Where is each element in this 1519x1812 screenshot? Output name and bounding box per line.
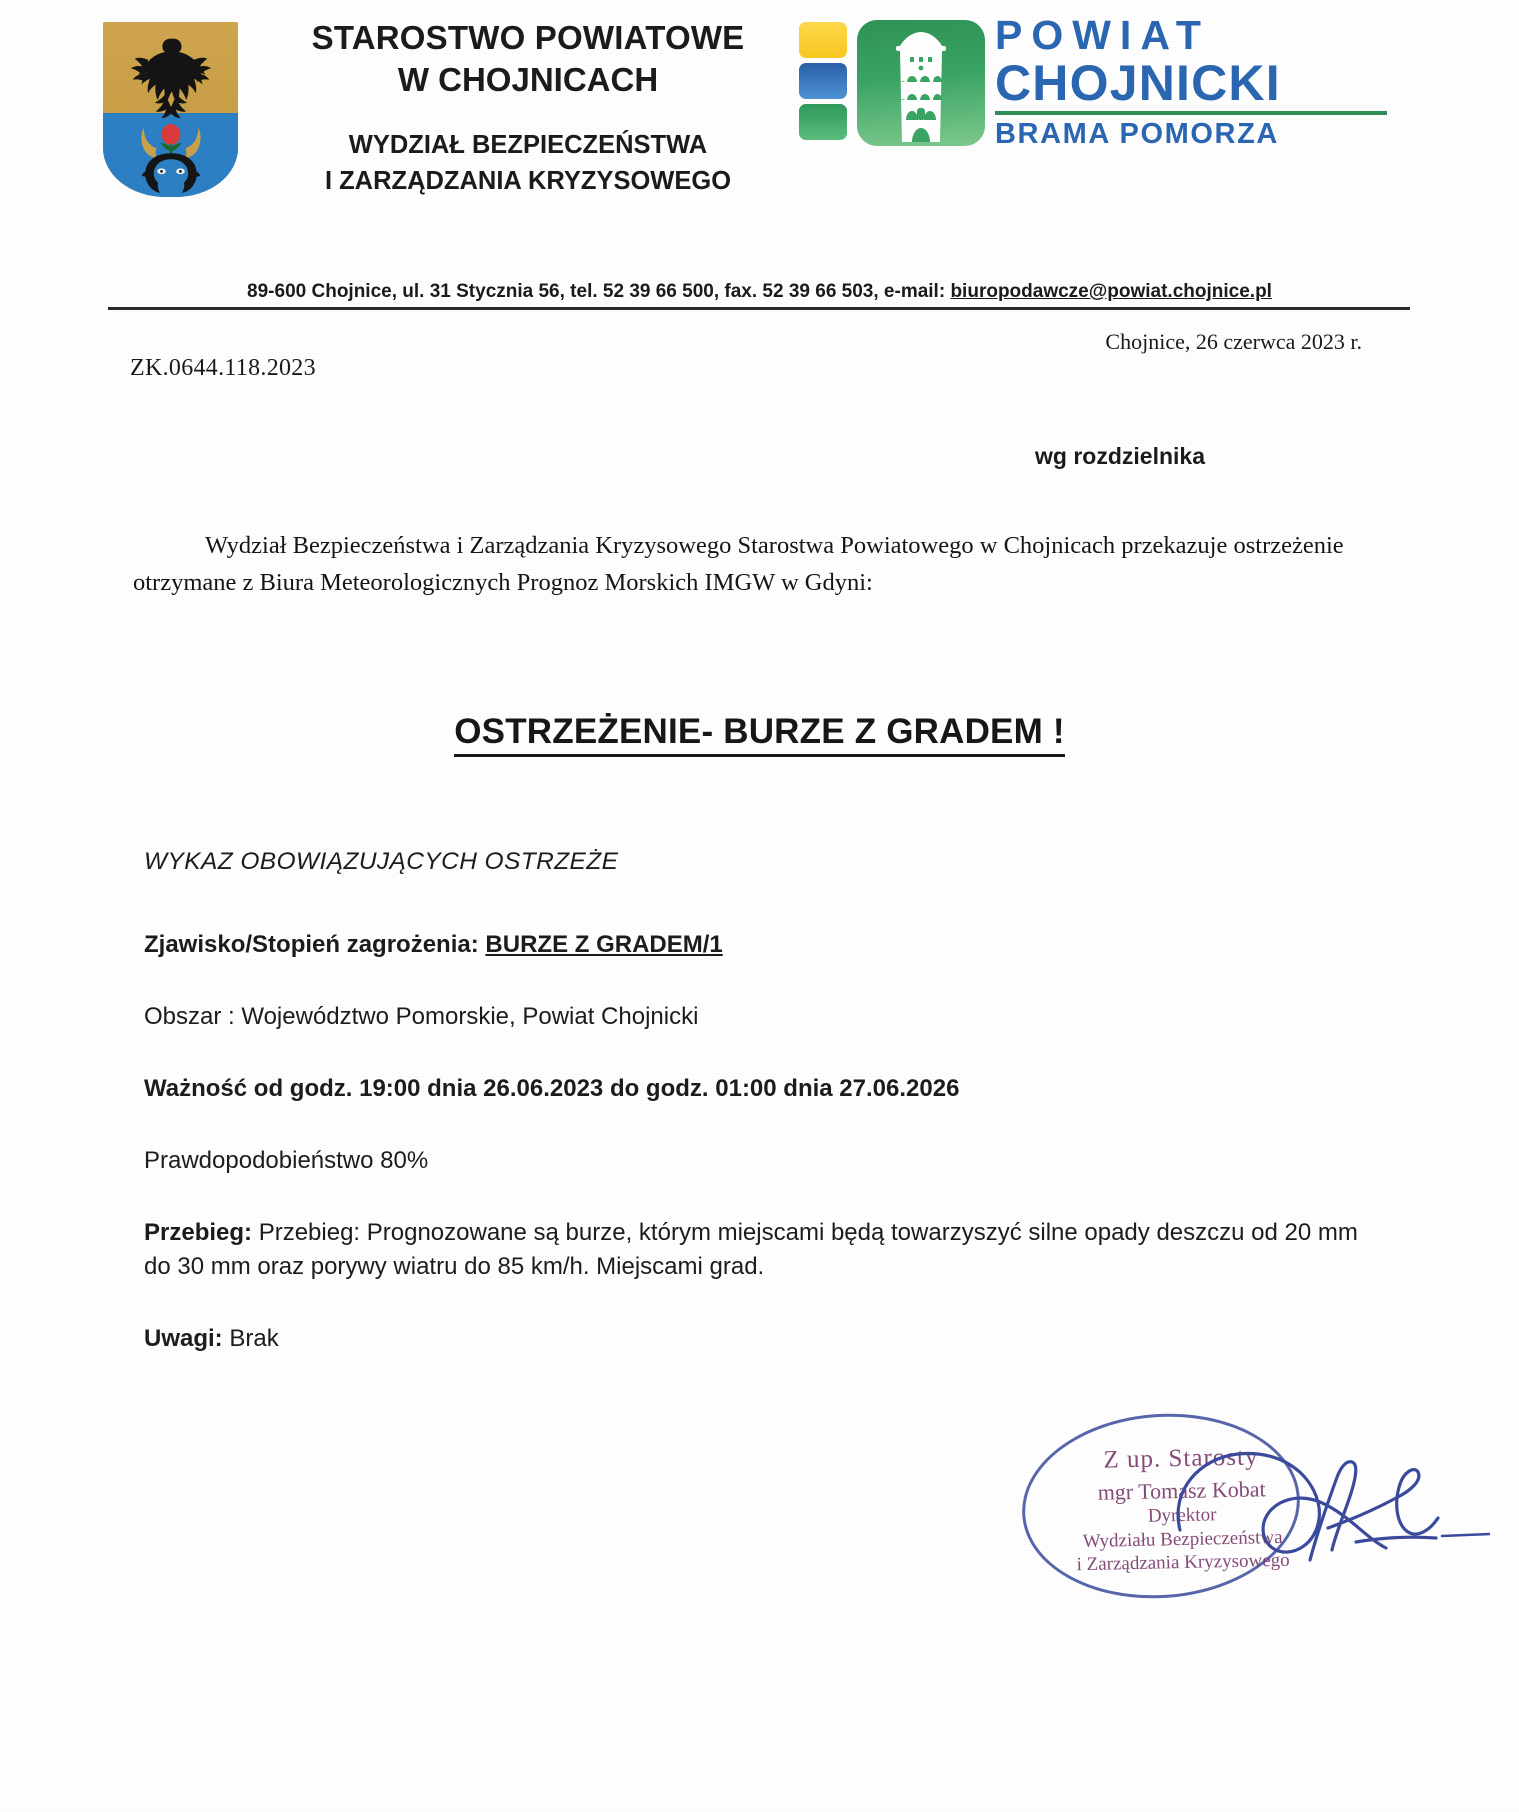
signature-block	[1010, 1400, 1480, 1660]
phenomenon-label: Zjawisko/Stopień zagrożenia:	[144, 930, 479, 958]
logo-color-swatches	[799, 22, 847, 142]
warning-list-heading: WYKAZ OBOWIĄZUJĄCYCH OSTRZEŻE	[144, 848, 619, 875]
warning-details	[144, 845, 1384, 1356]
area-row: Obszar : Województwo Pomorskie, Powiat Chojnicki	[144, 1002, 699, 1030]
notes-value: Brak	[229, 1325, 279, 1353]
header-divider	[108, 307, 1410, 310]
castle-tower-icon	[884, 30, 958, 142]
addressee: wg rozdzielnika	[1035, 443, 1205, 469]
bull-head-icon	[128, 117, 214, 193]
contact-address-text: 89-600 Chojnice, ul. 31 Stycznia 56, tel. 52 39 66 500, fax. 52 39 66 503, e-mail:	[247, 281, 951, 302]
logo-swatch-blue	[799, 63, 847, 99]
reference-number: ZK.0644.118.2023	[130, 355, 316, 381]
page-title	[0, 712, 1519, 752]
stamp-line-4: Wydziału Bezpieczeństwa	[1082, 1526, 1283, 1552]
course-label: Przebieg:	[144, 1219, 253, 1247]
course-text: Przebieg: Prognozowane są burze, którym miejscami będą towarzyszyć silne opady deszczu od 20 mm do 30 mm oraz porywy wiatru do 85 km/h. Miejscami grad.	[144, 1219, 1358, 1281]
validity-row: Ważność od godz. 19:00 dnia 26.06.2023 do godz. 01:00 dnia 27.06.2026	[144, 1074, 960, 1102]
office-title-line-1: STAROSTWO POWIATOWE	[311, 19, 745, 56]
logo-divider	[995, 111, 1387, 115]
logo-text-brama-pomorza: BRAMA POMORZA	[995, 118, 1279, 151]
stamp-line-3: Dyrektor	[1147, 1504, 1217, 1528]
official-stamp	[1031, 1441, 1334, 1577]
course-row	[144, 1216, 1384, 1284]
department-line-2: I ZARZĄDZANIA KRYZYSOWEGO	[324, 167, 732, 196]
logo-swatch-yellow	[799, 22, 847, 58]
logo-swatch-green	[799, 104, 847, 140]
contact-line	[0, 281, 1519, 303]
powiat-chojnicki-logo	[795, 12, 1420, 152]
notes-label: Uwagi:	[144, 1325, 223, 1353]
contact-email-link[interactable]: biuropodawcze@powiat.chojnice.pl	[950, 281, 1272, 302]
black-eagle-icon	[123, 31, 219, 119]
office-title-line-2: W CHOJNICACH	[397, 61, 659, 99]
place-and-date: Chojnice, 26 czerwca 2023 r.	[1105, 329, 1362, 354]
logo-tower-badge	[857, 20, 985, 146]
phenomenon-row	[144, 928, 1384, 962]
logo-wordmark	[995, 14, 1415, 151]
logo-text-chojnicki: CHOJNICKI	[995, 55, 1281, 112]
department-line-1: WYDZIAŁ BEZPIECZEŃSTWA	[348, 130, 708, 159]
document-header	[0, 0, 1519, 302]
page-title-text: OSTRZEŻENIE- BURZE Z GRADEM !	[454, 712, 1065, 757]
coat-of-arms-icon	[103, 22, 238, 197]
notes-row	[144, 1322, 1384, 1356]
office-title-block	[258, 18, 798, 200]
stamp-line-2: mgr Tomasz Kobat	[1097, 1475, 1266, 1505]
stamp-line-5: i Zarządzania Kryzysowego	[1076, 1549, 1290, 1575]
logo-text-powiat: POWIAT	[995, 12, 1210, 58]
stamp-line-1: Z up. Starosty	[1103, 1443, 1259, 1474]
intro-paragraph: Wydział Bezpieczeństwa i Zarządzania Kryzysowego Starostwa Powiatowego w Chojnicach przekazuje ostrzeżenie otrzymane z Biura Meteorologicznych Prognoz Morskich IMGW w Gdyni:	[133, 532, 1344, 596]
phenomenon-value: BURZE Z GRADEM/1	[485, 930, 723, 958]
probability-row: Prawdopodobieństwo 80%	[144, 1147, 429, 1175]
